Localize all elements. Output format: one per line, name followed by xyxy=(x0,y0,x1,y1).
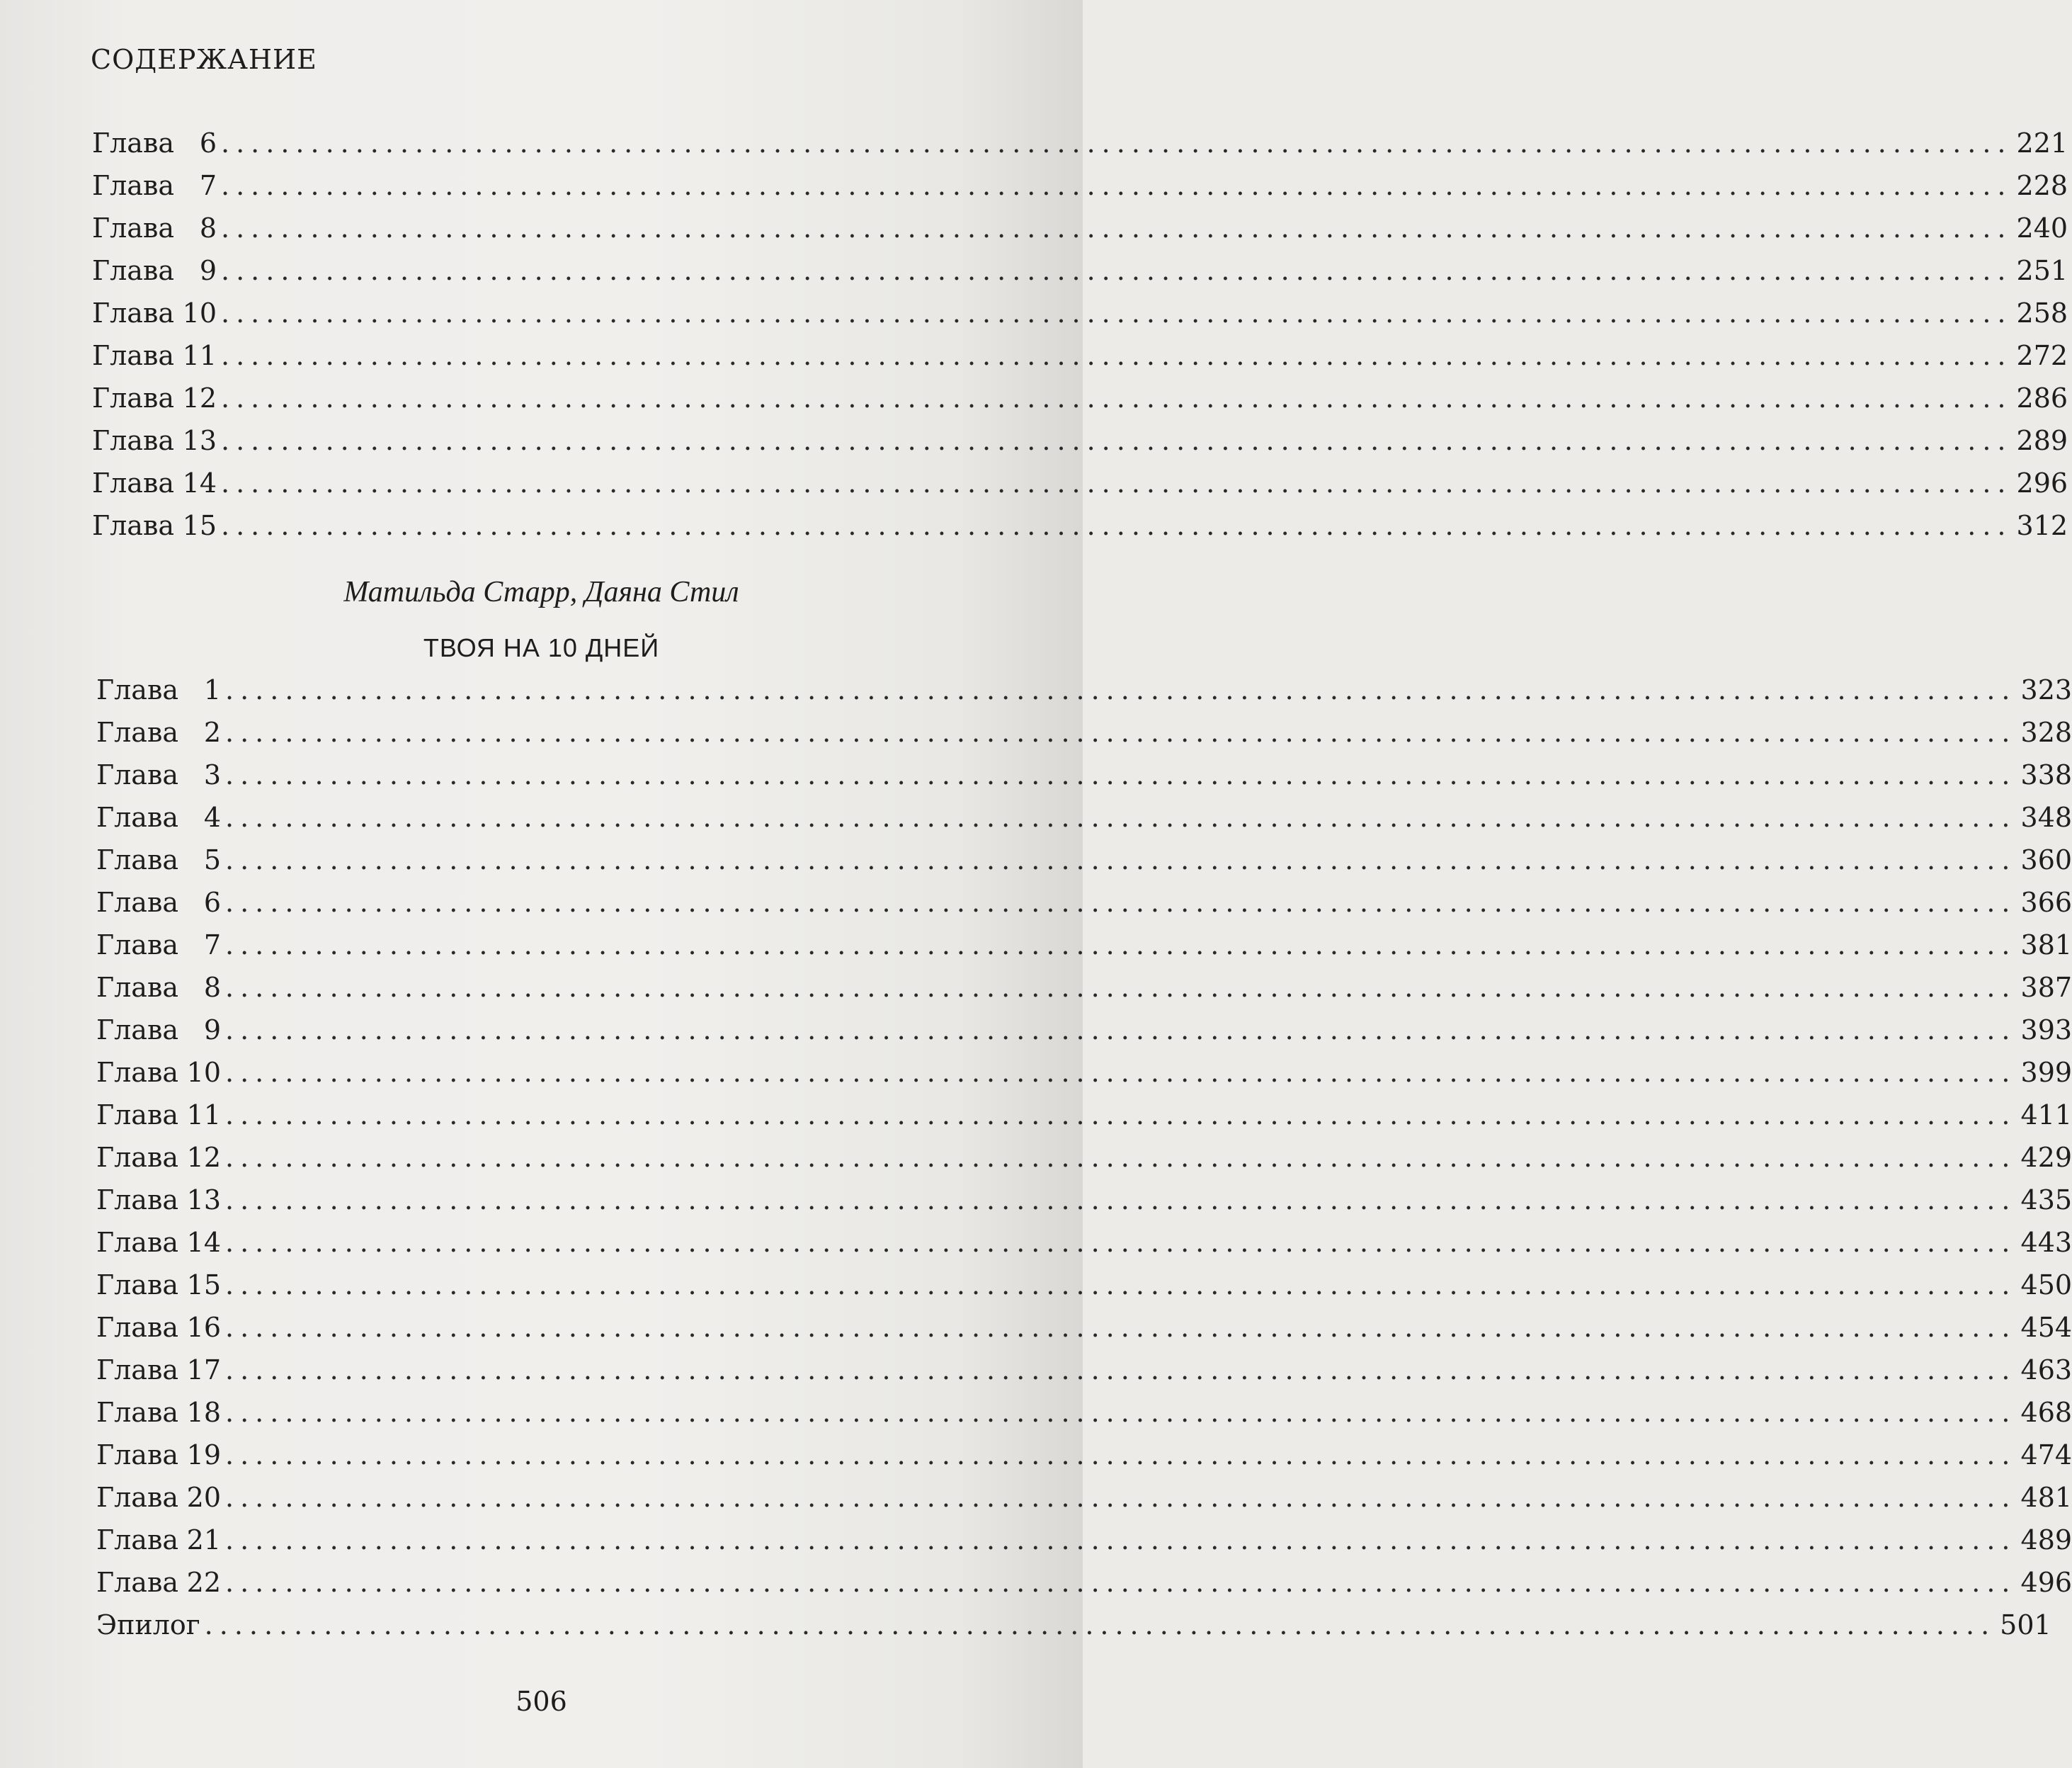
toc-entry-page: 338 xyxy=(2020,759,2072,790)
toc-entry-word: Глава xyxy=(96,674,179,706)
book-author: Матильда Старр, Даяна Стил xyxy=(343,576,739,608)
toc-leader-dots: ........................................................................................................................ xyxy=(225,802,2017,833)
toc-entry-label xyxy=(96,1482,221,1513)
toc-leader-dots: ........................................................................................................................ xyxy=(225,1099,2017,1130)
toc-entry-chapter-number: 5 xyxy=(203,844,222,876)
toc-leader-dots: ........................................................................................................................ xyxy=(221,468,2013,499)
toc-entry-label xyxy=(96,1014,221,1046)
toc-entry xyxy=(96,1014,2072,1057)
toc-entry-word: Глава xyxy=(96,1439,179,1470)
toc-entry-chapter-number: 2 xyxy=(203,717,222,748)
toc-entry-chapter-number: 8 xyxy=(199,212,217,244)
toc-entry-label xyxy=(96,1567,221,1598)
toc-entry-word: Глава xyxy=(92,255,175,286)
toc-entry-word: Глава xyxy=(96,1312,179,1343)
toc-entry-chapter-number: 9 xyxy=(199,255,217,286)
toc-leader-dots: ........................................................................................................................ xyxy=(225,1397,2017,1428)
toc-entry-label xyxy=(92,298,217,329)
toc-leader-dots: ........................................................................................................................ xyxy=(225,1524,2017,1556)
toc-entry-chapter-number: 12 xyxy=(182,382,217,414)
toc-entry-word: Глава xyxy=(96,1397,179,1428)
toc-entry-page: 328 xyxy=(2020,717,2072,748)
toc-entry-page: 381 xyxy=(2020,929,2072,960)
toc-entry xyxy=(96,802,2072,844)
toc-entry-page: 474 xyxy=(2020,1439,2072,1470)
toc-entry-word: Глава xyxy=(96,1524,179,1556)
toc-entry-chapter-number: 21 xyxy=(186,1524,222,1556)
toc-entry-chapter-number: 9 xyxy=(203,1014,222,1046)
toc-leader-dots: ........................................................................................................................ xyxy=(225,844,2017,876)
toc-entry-page: 323 xyxy=(2020,674,2072,706)
toc-entry-page: 289 xyxy=(2016,425,2068,456)
toc-entry xyxy=(92,255,2068,298)
toc-entry-chapter-number: 14 xyxy=(182,468,217,499)
toc-entry-word: Глава xyxy=(96,887,179,918)
toc-entry-label xyxy=(96,1057,221,1088)
toc-leader-dots: ........................................................................................................................ xyxy=(221,340,2013,371)
toc-entry xyxy=(96,1524,2072,1567)
toc-entry-page: 435 xyxy=(2020,1184,2072,1216)
toc-entry-word: Эпилог xyxy=(96,1609,200,1640)
toc-entry-page: 251 xyxy=(2016,255,2068,286)
toc-leader-dots: ........................................................................................................................ xyxy=(225,1269,2017,1300)
toc-entry xyxy=(96,1397,2072,1439)
toc-leader-dots: ........................................................................................................................ xyxy=(221,255,2013,286)
toc-entry-page: 393 xyxy=(2020,1014,2072,1046)
toc-entry-chapter-number: 17 xyxy=(186,1354,222,1386)
toc-entry-word: Глава xyxy=(92,382,175,414)
running-head: СОДЕРЖАНИЕ xyxy=(91,44,317,75)
toc-entry-word: Глава xyxy=(96,1142,179,1173)
toc-entry-page: 360 xyxy=(2020,844,2072,876)
toc-entry-page: 496 xyxy=(2020,1567,2072,1598)
toc-entry-page: 443 xyxy=(2020,1227,2072,1258)
toc-entry xyxy=(92,212,2068,255)
toc-entry xyxy=(92,468,2068,510)
toc-entry xyxy=(96,972,2072,1014)
toc-entry-page: 286 xyxy=(2016,382,2068,414)
toc-leader-dots: ........................................................................................................................ xyxy=(225,674,2017,706)
toc-entry-label xyxy=(96,1099,221,1130)
toc-entry-label xyxy=(92,510,217,541)
toc-entry-page: 429 xyxy=(2020,1142,2072,1173)
toc-entry xyxy=(92,425,2068,468)
toc-entry xyxy=(96,1609,2051,1652)
toc-entry-label xyxy=(92,340,217,371)
toc-entry xyxy=(96,1269,2072,1312)
toc-entry xyxy=(96,929,2072,972)
toc-entry-word: Глава xyxy=(96,1567,179,1598)
toc-leader-dots: ........................................................................................................................ xyxy=(221,510,2013,541)
toc-leader-dots: ........................................................................................................................ xyxy=(221,212,2013,244)
toc-entry-chapter-number: 4 xyxy=(203,802,222,833)
toc-entry xyxy=(96,844,2072,887)
toc-entry-label xyxy=(92,382,217,414)
toc-entry xyxy=(92,128,2068,170)
toc-entry-page: 387 xyxy=(2020,972,2072,1003)
toc-entry xyxy=(92,382,2068,425)
toc-entry-page: 348 xyxy=(2020,802,2072,833)
toc-entry-chapter-number: 15 xyxy=(182,510,217,541)
toc-entry xyxy=(96,674,2072,717)
toc-entry-label xyxy=(96,1439,221,1470)
toc-entry-word: Глава xyxy=(96,1184,179,1216)
toc-entry-label xyxy=(96,1354,221,1386)
toc-entry xyxy=(96,1354,2072,1397)
toc-entry-label xyxy=(92,425,217,456)
toc-entry-word: Глава xyxy=(92,170,175,201)
toc-entry xyxy=(96,1439,2072,1482)
toc-entry-word: Глава xyxy=(96,1482,179,1513)
toc-entry-label xyxy=(96,674,221,706)
toc-entry xyxy=(96,1312,2072,1354)
toc-entry-chapter-number: 22 xyxy=(186,1567,222,1598)
toc-entry xyxy=(96,717,2072,759)
toc-entry-label xyxy=(96,972,221,1003)
toc-entry-chapter-number: 1 xyxy=(203,674,222,706)
toc-entry xyxy=(96,1099,2072,1142)
toc-leader-dots: ........................................................................................................................ xyxy=(204,1609,1996,1640)
toc-entry-label xyxy=(92,255,217,286)
toc-entry-word: Глава xyxy=(96,759,179,790)
toc-entry-label xyxy=(96,1269,221,1300)
book-title: ТВОЯ НА 10 ДНЕЙ xyxy=(423,633,660,662)
toc-entry-chapter-number: 19 xyxy=(186,1439,222,1470)
toc-entry-page: 468 xyxy=(2020,1397,2072,1428)
toc-entry xyxy=(96,1567,2072,1609)
toc-entry-label xyxy=(92,128,217,159)
toc-entry-chapter-number: 6 xyxy=(199,128,217,159)
toc-entry-label xyxy=(96,717,221,748)
toc-entry-label xyxy=(92,212,217,244)
toc-entry-label xyxy=(96,1312,221,1343)
toc-entry-word: Глава xyxy=(96,717,179,748)
table-of-contents-part-2 xyxy=(96,674,2072,1652)
toc-entry-page: 481 xyxy=(2020,1482,2072,1513)
toc-entry-word: Глава xyxy=(96,844,179,876)
toc-entry-page: 240 xyxy=(2016,212,2068,244)
toc-entry xyxy=(96,759,2072,802)
toc-entry-word: Глава xyxy=(96,1014,179,1046)
toc-entry-page: 258 xyxy=(2016,298,2068,329)
toc-entry-label xyxy=(96,844,221,876)
toc-entry-word: Глава xyxy=(96,972,179,1003)
toc-entry-word: Глава xyxy=(92,468,175,499)
toc-entry-page: 450 xyxy=(2020,1269,2072,1300)
toc-entry-word: Глава xyxy=(92,510,175,541)
toc-entry-word: Глава xyxy=(92,212,175,244)
toc-entry xyxy=(92,170,2068,212)
toc-entry-word: Глава xyxy=(92,425,175,456)
toc-entry-word: Глава xyxy=(96,1354,179,1386)
toc-entry-word: Глава xyxy=(92,298,175,329)
toc-entry-chapter-number: 14 xyxy=(186,1227,222,1258)
toc-leader-dots: ........................................................................................................................ xyxy=(225,1227,2017,1258)
toc-leader-dots: ........................................................................................................................ xyxy=(225,1014,2017,1046)
toc-entry-chapter-number: 11 xyxy=(182,340,217,371)
toc-entry-page: 272 xyxy=(2016,340,2068,371)
page-number: 506 xyxy=(516,1686,567,1717)
toc-entry xyxy=(92,298,2068,340)
toc-entry-page: 501 xyxy=(2000,1609,2051,1640)
toc-entry-label xyxy=(96,1397,221,1428)
toc-leader-dots: ........................................................................................................................ xyxy=(225,1439,2017,1470)
toc-leader-dots: ........................................................................................................................ xyxy=(225,1312,2017,1343)
toc-leader-dots: ........................................................................................................................ xyxy=(225,1057,2017,1088)
toc-entry-chapter-number: 13 xyxy=(186,1184,222,1216)
toc-entry-label xyxy=(96,802,221,833)
toc-entry-chapter-number: 20 xyxy=(186,1482,222,1513)
toc-leader-dots: ........................................................................................................................ xyxy=(225,717,2017,748)
toc-entry xyxy=(92,340,2068,382)
toc-entry-label xyxy=(96,929,221,960)
toc-entry-chapter-number: 10 xyxy=(182,298,217,329)
toc-entry-chapter-number: 7 xyxy=(199,170,217,201)
toc-entry-page: 463 xyxy=(2020,1354,2072,1386)
toc-leader-dots: ........................................................................................................................ xyxy=(221,170,2013,201)
toc-entry-label xyxy=(96,1524,221,1556)
toc-entry-page: 454 xyxy=(2020,1312,2072,1343)
toc-entry-chapter-number: 15 xyxy=(186,1269,222,1300)
toc-entry-chapter-number: 16 xyxy=(186,1312,222,1343)
toc-entry-page: 399 xyxy=(2020,1057,2072,1088)
toc-entry-page: 312 xyxy=(2016,510,2068,541)
toc-entry-chapter-number: 3 xyxy=(203,759,222,790)
toc-entry-label xyxy=(92,170,217,201)
toc-entry-chapter-number: 7 xyxy=(203,929,222,960)
toc-entry-chapter-number: 13 xyxy=(182,425,217,456)
toc-entry-chapter-number: 12 xyxy=(186,1142,222,1173)
toc-entry-page: 228 xyxy=(2016,170,2068,201)
toc-entry-chapter-number: 6 xyxy=(203,887,222,918)
toc-entry-page: 489 xyxy=(2020,1524,2072,1556)
toc-leader-dots: ........................................................................................................................ xyxy=(221,382,2013,414)
toc-entry-word: Глава xyxy=(96,1099,179,1130)
toc-entry-label xyxy=(96,759,221,790)
toc-entry-word: Глава xyxy=(96,1269,179,1300)
toc-entry-chapter-number: 11 xyxy=(186,1099,222,1130)
toc-entry-word: Глава xyxy=(92,128,175,159)
toc-leader-dots: ........................................................................................................................ xyxy=(221,128,2013,159)
toc-entry xyxy=(96,1057,2072,1099)
toc-leader-dots: ........................................................................................................................ xyxy=(221,298,2013,329)
toc-leader-dots: ........................................................................................................................ xyxy=(225,759,2017,790)
toc-leader-dots: ........................................................................................................................ xyxy=(225,1184,2017,1216)
toc-entry xyxy=(96,1184,2072,1227)
toc-entry-label xyxy=(96,1609,200,1640)
toc-entry-label xyxy=(96,1142,221,1173)
toc-entry-label xyxy=(96,1227,221,1258)
toc-leader-dots: ........................................................................................................................ xyxy=(225,887,2017,918)
toc-leader-dots: ........................................................................................................................ xyxy=(225,1142,2017,1173)
toc-entry xyxy=(96,887,2072,929)
toc-entry xyxy=(96,1227,2072,1269)
toc-entry-label xyxy=(96,887,221,918)
toc-entry-word: Глава xyxy=(92,340,175,371)
toc-entry xyxy=(96,1142,2072,1184)
toc-entry-word: Глава xyxy=(96,802,179,833)
toc-entry-label xyxy=(92,468,217,499)
toc-leader-dots: ........................................................................................................................ xyxy=(225,1482,2017,1513)
toc-entry xyxy=(92,510,2068,552)
toc-entry xyxy=(96,1482,2072,1524)
toc-entry-word: Глава xyxy=(96,1057,179,1088)
toc-leader-dots: ........................................................................................................................ xyxy=(225,972,2017,1003)
toc-entry-page: 411 xyxy=(2020,1099,2072,1130)
toc-entry-page: 221 xyxy=(2016,128,2068,159)
toc-entry-chapter-number: 18 xyxy=(186,1397,222,1428)
toc-leader-dots: ........................................................................................................................ xyxy=(225,929,2017,960)
toc-leader-dots: ........................................................................................................................ xyxy=(225,1354,2017,1386)
toc-entry-word: Глава xyxy=(96,929,179,960)
toc-leader-dots: ........................................................................................................................ xyxy=(221,425,2013,456)
toc-entry-page: 366 xyxy=(2020,887,2072,918)
toc-entry-page: 296 xyxy=(2016,468,2068,499)
table-of-contents-part-1 xyxy=(92,128,2068,552)
toc-entry-word: Глава xyxy=(96,1227,179,1258)
toc-leader-dots: ........................................................................................................................ xyxy=(225,1567,2017,1598)
toc-entry-chapter-number: 8 xyxy=(203,972,222,1003)
toc-entry-label xyxy=(96,1184,221,1216)
toc-entry-chapter-number: 10 xyxy=(186,1057,222,1088)
